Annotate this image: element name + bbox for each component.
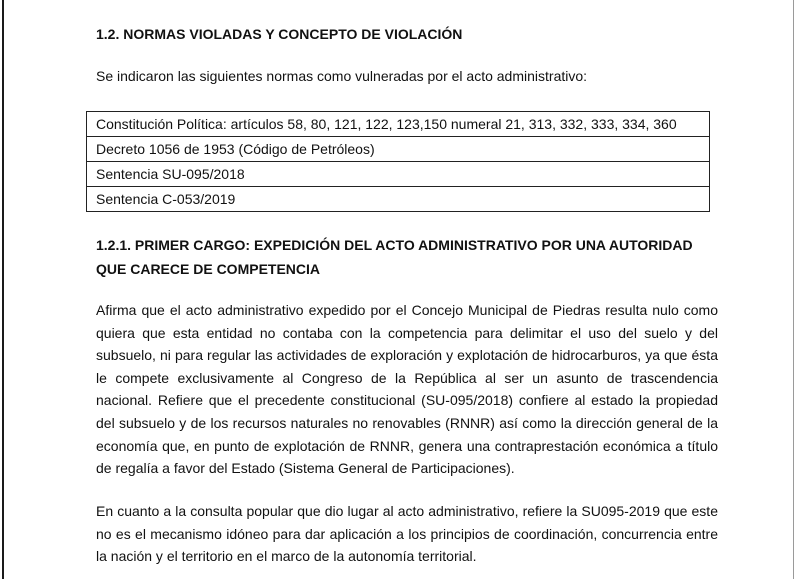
norm-cell: Constitución Política: artículos 58, 80, 121, 122, 123,150 numeral 21, 313, 332, 333, 334, 360 (87, 112, 710, 137)
subsection-heading (96, 233, 718, 281)
subsection-label: PRIMER CARGO (134, 237, 246, 253)
page-right-border (793, 0, 794, 579)
body-paragraph: En cuanto a la consulta popular que dio lugar al acto administrativo, refiere la SU095-2019 que este no es el mecanismo idóneo para dar aplicación a los principios de coordinación, concurrencia entre la nación y el territorio en el marco de la autonomía territorial. (96, 503, 718, 565)
norm-cell: Decreto 1056 de 1953 (Código de Petróleos) (87, 137, 710, 162)
table-row (87, 137, 710, 162)
subsection-separator: : (245, 237, 251, 253)
norms-table (86, 111, 710, 212)
page-left-border (2, 0, 4, 579)
subsection-title: EXPEDICIÓN DEL ACTO ADMINISTRATIVO POR UNA AUTORIDAD QUE CARECE DE COMPETENCIA (96, 237, 693, 277)
body-paragraph: Afirma que el acto administrativo expedido por el Concejo Municipal de Piedras resulta nulo como quiera que esta entidad no contaba con la competencia para delimitar el uso del suelo y del subsuelo, ni para regular las actividades de exploración y explotación de hidrocarburos, ya que ésta le compete exclusivamente al Congreso de la República al ser un asunto de trascendencia nacional. Refiere que el precedente constitucional (SU-095/2018) confiere al estado la propiedad del subsuelo y de los recursos naturales no renovables (RNNR) así como la dirección general de la economía que, en punto de explotación de RNNR, genera una contraprestación económica a título de regalía a favor del Estado (Sistema General de Participaciones). (96, 302, 718, 477)
table-row (87, 162, 710, 187)
section-heading: 1.2. NORMAS VIOLADAS Y CONCEPTO DE VIOLACIÓN (96, 26, 463, 42)
subsection-number: 1.2.1. (96, 237, 132, 253)
table-row (87, 112, 710, 137)
table-row (87, 187, 710, 212)
norm-cell: Sentencia C-053/2019 (87, 187, 710, 212)
intro-text: Se indicaron las siguientes normas como vulneradas por el acto administrativo: (96, 68, 588, 84)
norm-cell: Sentencia SU-095/2018 (87, 162, 710, 187)
